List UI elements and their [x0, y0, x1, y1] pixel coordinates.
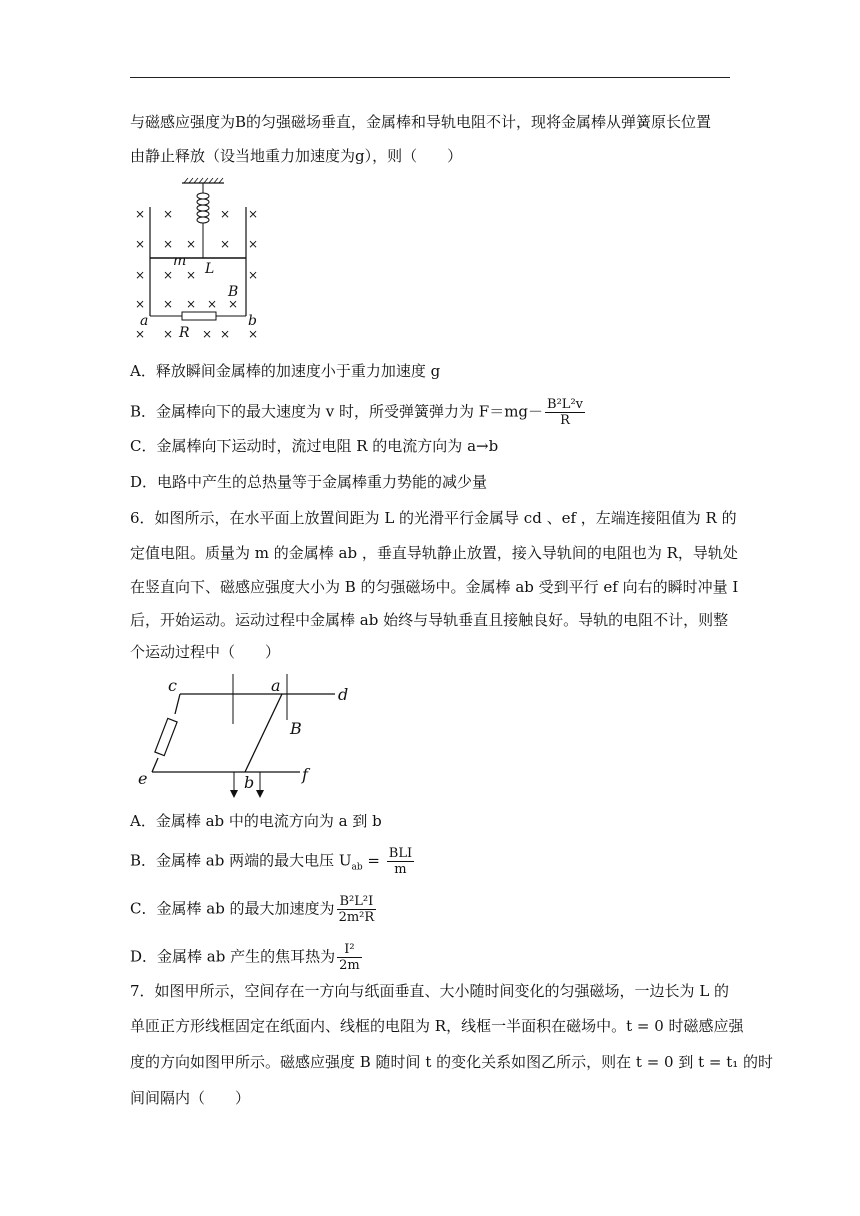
label-b: b [244, 773, 255, 792]
option-text: D．金属棒 ab 产生的焦耳热为 [130, 947, 336, 966]
q6-option-c [130, 894, 378, 925]
field-cross: × [163, 268, 174, 282]
field-cross: × [135, 268, 146, 282]
q5-stem-line1: 与磁感应强度为B的匀强磁场垂直，金属棒和导轨电阻不计，现将金属棒从弹簧原长位置 [130, 113, 712, 131]
label-B: B [290, 719, 302, 738]
label-L: L [205, 261, 215, 277]
label-R: R [179, 325, 190, 341]
fraction [387, 846, 414, 877]
q6-stem-line4: 后，开始运动。运动过程中金属棒 ab 始终与导轨垂直且接触良好。导轨的电阻不计，则整 [130, 611, 729, 629]
label-c: c [168, 676, 177, 695]
field-cross: × [163, 207, 174, 221]
q6-figure [130, 672, 360, 804]
field-cross: × [135, 327, 146, 341]
field-cross: × [202, 327, 213, 341]
fraction [545, 397, 585, 428]
field-cross: × [248, 268, 259, 282]
q6-stem-line1: 6．如图所示，在水平面上放置间距为 L 的光滑平行金属导 cd 、ef ，左端连接阻值为 R 的 [130, 509, 737, 527]
q5-stem-line2: 由静止释放（设当地重力加速度为g），则（ ） [130, 147, 463, 165]
field-cross: × [228, 297, 239, 311]
q6-stem-line2: 定值电阻。质量为 m 的金属棒 ab ，垂直导轨静止放置，接入导轨间的电阻也为 R，导轨处 [130, 544, 738, 562]
label-a: a [140, 313, 149, 329]
q6-option-a: A．金属棒 ab 中的电流方向为 a 到 b [130, 812, 382, 830]
q7-stem-line2: 单匝正方形线框固定在纸面内、线框的电阻为 R，线框一半面积在磁场中。t = 0 时磁感应强 [130, 1017, 744, 1035]
q5-figure [130, 175, 270, 345]
field-cross: × [135, 237, 146, 251]
field-cross: × [186, 237, 197, 251]
option-text: B．金属棒 ab 两端的最大电压 U [130, 851, 352, 870]
field-cross: × [248, 237, 259, 251]
denominator: 2m [339, 958, 360, 973]
q5-option-d: D．电路中产生的总热量等于金属棒重力势能的减少量 [130, 473, 488, 491]
field-cross: × [220, 207, 231, 221]
denominator: 2m²R [338, 910, 375, 925]
q7-stem-line1: 7．如图甲所示，空间存在一方向与纸面垂直、大小随时间变化的匀强磁场，一边长为 L 的 [130, 982, 730, 1000]
q7-stem-line4: 间间隔内（ ） [130, 1089, 251, 1107]
label-m: m [173, 253, 187, 269]
option-text: C．金属棒 ab 的最大加速度为 [130, 899, 335, 918]
fraction [337, 942, 362, 973]
q6-option-d [130, 942, 364, 973]
q6-stem-line5: 个运动过程中（ ） [130, 643, 281, 661]
field-cross: × [220, 327, 231, 341]
label-a: a [271, 676, 281, 695]
numerator: BLI [388, 846, 413, 861]
field-cross: × [135, 297, 146, 311]
q5-option-c: C．金属棒向下运动时，流过电阻 R 的电流方向为 a→b [130, 437, 499, 455]
q7-stem-line3: 度的方向如图甲所示。磁感应强度 B 随时间 t 的变化关系如图乙所示，则在 t = 0 到 t = t₁ 的时 [130, 1053, 774, 1071]
field-cross: × [186, 268, 197, 282]
header-rule [130, 77, 730, 78]
label-f: f [302, 765, 308, 784]
numerator: B²L²v [547, 397, 583, 412]
q5-option-b [130, 397, 587, 428]
q6-option-b [130, 846, 416, 878]
denominator: m [394, 862, 407, 877]
field-cross: × [220, 237, 231, 251]
option-text: B．金属棒向下的最大速度为 v 时，所受弹簧弹力为 F＝mg－ [130, 402, 544, 421]
field-cross: × [163, 237, 174, 251]
field-cross: × [248, 327, 259, 341]
denominator: R [560, 413, 570, 428]
label-b: b [248, 313, 257, 329]
q6-stem-line3: 在竖直向下、磁感应强度大小为 B 的匀强磁场中。金属棒 ab 受到平行 ef 向右的瞬时冲量 I [130, 578, 739, 596]
field-cross: × [163, 327, 174, 341]
label-d: d [338, 685, 349, 704]
field-cross: × [163, 297, 174, 311]
numerator: I² [337, 942, 362, 958]
field-cross: × [135, 207, 146, 221]
subscript: ab [351, 862, 363, 873]
q5-option-a: A．释放瞬间金属棒的加速度小于重力加速度 g [130, 362, 441, 380]
field-cross: × [186, 297, 197, 311]
label-B: B [228, 284, 239, 300]
field-cross: × [248, 207, 259, 221]
equals-sign: = [362, 851, 385, 870]
field-cross: × [207, 297, 218, 311]
label-e: e [138, 769, 148, 788]
numerator: B²L²I [337, 894, 377, 910]
fraction [337, 894, 377, 925]
